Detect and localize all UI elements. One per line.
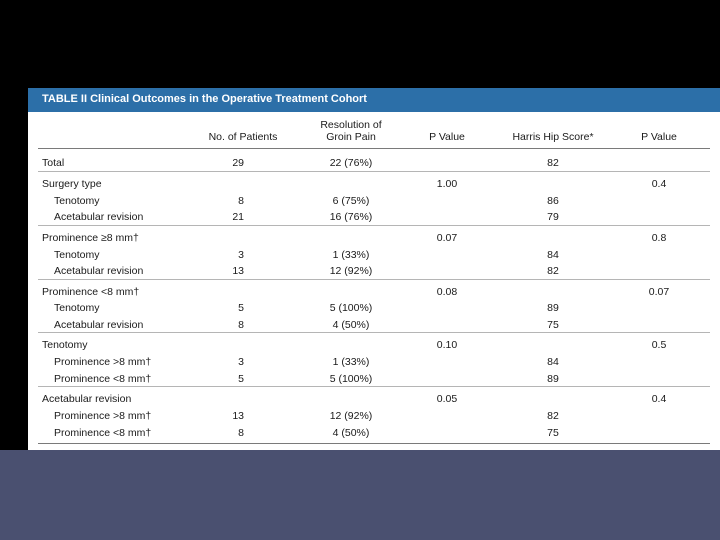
header-resolution-line2: Groin Pain <box>326 131 376 143</box>
header-harris-hip-score: Harris Hip Score* <box>512 131 594 143</box>
row-harris-score: 75 <box>547 427 559 439</box>
row-p-value-2: 0.4 <box>651 393 667 405</box>
group-separator <box>38 171 710 172</box>
table-title: TABLE II Clinical Outcomes in the Operative Treatment Cohort <box>42 93 367 105</box>
header-p-value-2: P Value <box>641 131 677 143</box>
row-label: Acetabular revision <box>54 211 144 223</box>
header-resolution-line1: Resolution of <box>320 119 382 131</box>
row-label: Prominence <8 mm† <box>54 373 152 385</box>
row-p-value-1: 0.10 <box>436 339 458 351</box>
row-harris-score: 82 <box>547 265 559 277</box>
row-label: Prominence <8 mm† <box>54 427 152 439</box>
row-label: Acetabular revision <box>42 393 132 405</box>
row-harris-score: 89 <box>547 373 559 385</box>
row-resolution: 16 (76%) <box>329 211 373 223</box>
row-patients: 29 <box>232 157 244 169</box>
row-label: Prominence <8 mm† <box>42 286 140 298</box>
row-patients: 3 <box>238 356 244 368</box>
row-resolution: 6 (75%) <box>332 195 370 207</box>
row-label: Acetabular revision <box>54 265 144 277</box>
row-patients: 13 <box>232 265 244 277</box>
row-p-value-2: 0.4 <box>651 178 667 190</box>
row-label: Prominence >8 mm† <box>54 356 152 368</box>
row-harris-score: 84 <box>547 249 559 261</box>
row-p-value-1: 0.08 <box>436 286 458 298</box>
row-resolution: 12 (92%) <box>329 410 373 422</box>
row-patients: 5 <box>238 302 244 314</box>
row-harris-score: 86 <box>547 195 559 207</box>
row-label: Tenotomy <box>54 249 100 261</box>
row-harris-score: 82 <box>547 410 559 422</box>
outcomes-table <box>28 88 720 450</box>
table-title-bar <box>28 88 720 112</box>
row-p-value-1: 0.05 <box>436 393 458 405</box>
row-label: Tenotomy <box>54 195 100 207</box>
group-separator <box>38 279 710 280</box>
row-patients: 5 <box>238 373 244 385</box>
row-resolution: 1 (33%) <box>332 249 370 261</box>
row-harris-score: 75 <box>547 319 559 331</box>
row-harris-score: 84 <box>547 356 559 368</box>
row-resolution: 5 (100%) <box>329 302 373 314</box>
row-p-value-2: 0.5 <box>651 339 667 351</box>
row-resolution: 4 (50%) <box>332 427 370 439</box>
row-patients: 8 <box>238 195 244 207</box>
row-resolution: 12 (92%) <box>329 265 373 277</box>
row-harris-score: 82 <box>547 157 559 169</box>
row-resolution: 22 (76%) <box>329 157 373 169</box>
header-rule <box>38 148 710 149</box>
group-separator <box>38 225 710 226</box>
row-patients: 8 <box>238 319 244 331</box>
header-p-value-1: P Value <box>429 131 465 143</box>
row-harris-score: 79 <box>547 211 559 223</box>
group-separator <box>38 332 710 333</box>
row-label: Total <box>42 157 65 169</box>
row-label: Tenotomy <box>42 339 88 351</box>
group-separator <box>38 386 710 387</box>
row-label: Acetabular revision <box>54 319 144 331</box>
row-resolution: 5 (100%) <box>329 373 373 385</box>
slide-footer-band <box>0 450 720 540</box>
row-p-value-1: 1.00 <box>436 178 458 190</box>
row-label: Tenotomy <box>54 302 100 314</box>
row-patients: 3 <box>238 249 244 261</box>
row-patients: 21 <box>232 211 244 223</box>
header-patients: No. of Patients <box>208 131 278 143</box>
row-resolution: 1 (33%) <box>332 356 370 368</box>
row-patients: 13 <box>232 410 244 422</box>
row-p-value-2: 0.8 <box>651 232 667 244</box>
row-p-value-2: 0.07 <box>648 286 670 298</box>
row-patients: 8 <box>238 427 244 439</box>
row-resolution: 4 (50%) <box>332 319 370 331</box>
row-label: Prominence ≥8 mm† <box>42 232 139 244</box>
row-p-value-1: 0.07 <box>436 232 458 244</box>
row-label: Surgery type <box>42 178 102 190</box>
footer-rule <box>38 443 710 444</box>
row-label: Prominence >8 mm† <box>54 410 152 422</box>
row-harris-score: 89 <box>547 302 559 314</box>
